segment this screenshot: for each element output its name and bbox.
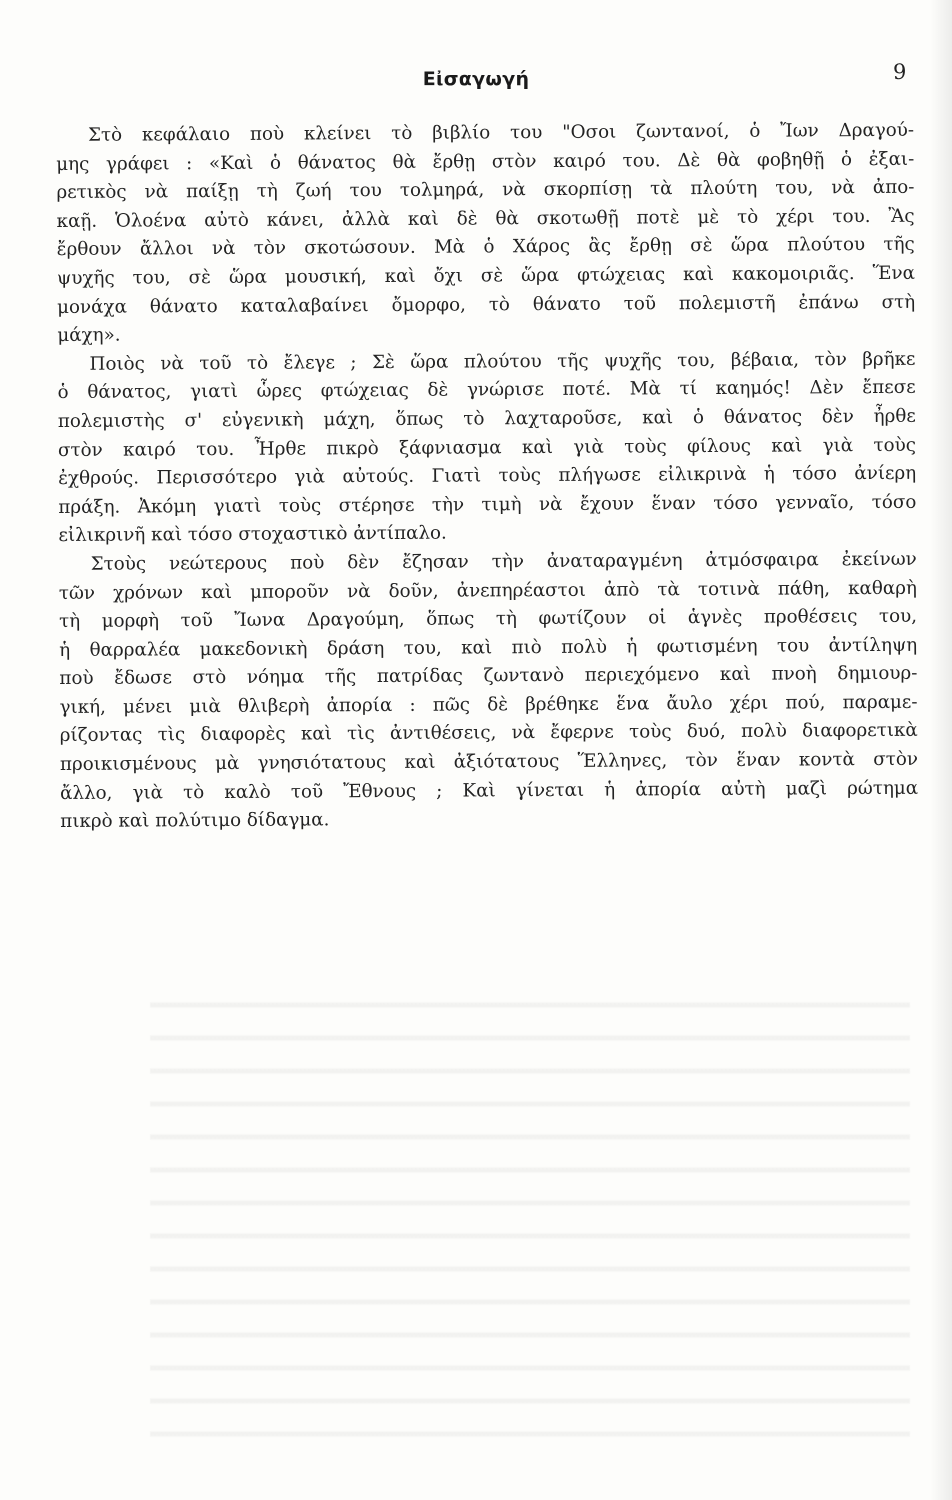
- text-line: ἡ θαρραλέα μακεδονικὴ δράση του, καὶ πιὸ πολὺ ἡ φωτισμένη του ἀντίληψη: [59, 634, 918, 661]
- text-line: ἐχθρούς. Περισσότερο γιὰ αὐτούς. Γιατὶ τοὺς πλήγωσε εἰλικρινὰ ἡ τόσο ἀνίερη: [58, 462, 917, 490]
- text-line: μονάχα θάνατο καταλαβαίνει ὄμορφο, τὸ θάνατο τοῦ πολεμιστῆ ἐπάνω στὴ: [57, 291, 916, 318]
- text-line: Στοὺς νεώτερους ποὺ δὲν ἔζησαν τὴν ἀναταραγμένη ἀτμόσφαιρα ἐκείνων: [90, 548, 917, 575]
- text-line: πράξη. Ἀκόμη γιατὶ τοὺς στέρησε τὴν τιμὴ νὰ ἔχουν ἕναν τόσο γενναῖο, τόσο: [58, 491, 917, 518]
- text-line: πολεμιστὴς σ' εὐγενικὴ μάχη, ὅπως τὸ λαχταροῦσε, καὶ ὁ θάνατος δὲν ἦρθε: [57, 405, 916, 432]
- page-edge-shadow: [930, 0, 952, 1500]
- text-line: μης γράφει : «Καὶ ὁ θάνατος θὰ ἔρθῃ στὸν καιρό του. Δὲ θὰ φοβηθῇ ὁ ἐξαι-: [56, 148, 915, 175]
- text-line: ἔρθουν ἄλλοι νὰ τὸν σκοτώσουν. Μὰ ὁ Χάρος ἂς ἔρθῃ σὲ ὥρα πλούτου τῆς: [56, 234, 915, 261]
- page-number: 9: [893, 60, 907, 84]
- text-line: γική, μένει μιὰ θλιβερὴ ἀπορία : πῶς δὲ βρέθηκε ἕνα ἄυλο χέρι πού, παραμε-: [59, 691, 918, 718]
- text-line: ρετικὸς νὰ παίξῃ τὴ ζωή του τολμηρά, νὰ σκορπίσῃ τὰ πλούτη του, νὰ ἀπο-: [56, 176, 915, 204]
- text-line: ψυχῆς του, σὲ ὥρα μουσική, καὶ ὄχι σὲ ὥρα φτώχειας καὶ κακομοιριᾶς. Ἕνα: [56, 262, 916, 289]
- body-text: [56, 117, 918, 837]
- text-line: τὴ μορφὴ τοῦ Ἴωνα Δραγούμη, ὅπως τὴ φωτίζουν οἱ ἁγνὲς προθέσεις του,: [58, 605, 918, 633]
- running-header-title: Εἰσαγωγή: [422, 68, 530, 90]
- text-line: ἄλλο, γιὰ τὸ καλὸ τοῦ Ἔθνους ; Καὶ γίνεται ἡ ἀπορία αὐτὴ μαζὶ ρώτημα: [60, 777, 919, 804]
- text-line: προικισμένους μὰ γνησιότατους καὶ ἀξιότατους Ἕλληνες, τὸν ἕναν κοντὰ στὸν: [59, 748, 918, 776]
- text-line: στὸν καιρό του. Ἦρθε πικρὸ ξάφνιασμα καὶ γιὰ τοὺς φίλους καὶ γιὰ τοὺς: [57, 434, 917, 461]
- text-line: μάχη».: [57, 324, 121, 347]
- text-line: εἰλικρινῆ καὶ τόσο στοχαστικὸ ἀντίπαλο.: [58, 522, 447, 547]
- text-line: Ποιὸς νὰ τοῦ τὸ ἔλεγε ; Σὲ ὥρα πλούτου τῆς ψυχῆς του, βέβαια, τὸν βρῆκε: [89, 348, 916, 375]
- text-line: ὁ θάνατος, γιατὶ ὧρες φτώχειας δὲ γνώρισε ποτέ. Μὰ τί καημός! Δὲν ἔπεσε: [57, 377, 916, 404]
- text-line: πικρὸ καὶ πολύτιμο δίδαγμα.: [60, 809, 330, 833]
- text-line: ρίζοντας τὶς διαφορὲς καὶ τὶς ἀντιθέσεις, νὰ ἔφερνε τοὺς δυό, πολὺ διαφορετικὰ: [59, 720, 918, 747]
- verso-bleed-through: [150, 980, 910, 1450]
- text-line: καῇ. Ὁλοένα αὐτὸ κάνει, ἀλλὰ καὶ δὲ θὰ σκοτωθῇ ποτὲ μὲ τὸ χέρι του. Ἂς: [56, 205, 915, 232]
- text-line: τῶν χρόνων καὶ μποροῦν νὰ δοῦν, ἀνεπηρέαστοι ἀπὸ τὰ τοτινὰ πάθη, καθαρὴ: [58, 577, 917, 604]
- text-line: Στὸ κεφάλαιο ποὺ κλείνει τὸ βιβλίο του "Οσοι ζωντανοί, ὁ Ἴων Δραγού-: [88, 119, 915, 146]
- text-line: ποὺ ἔδωσε στὸ νόημα τῆς πατρίδας ζωντανὸ περιεχόμενο καὶ πνοὴ δημιουρ-: [59, 663, 918, 690]
